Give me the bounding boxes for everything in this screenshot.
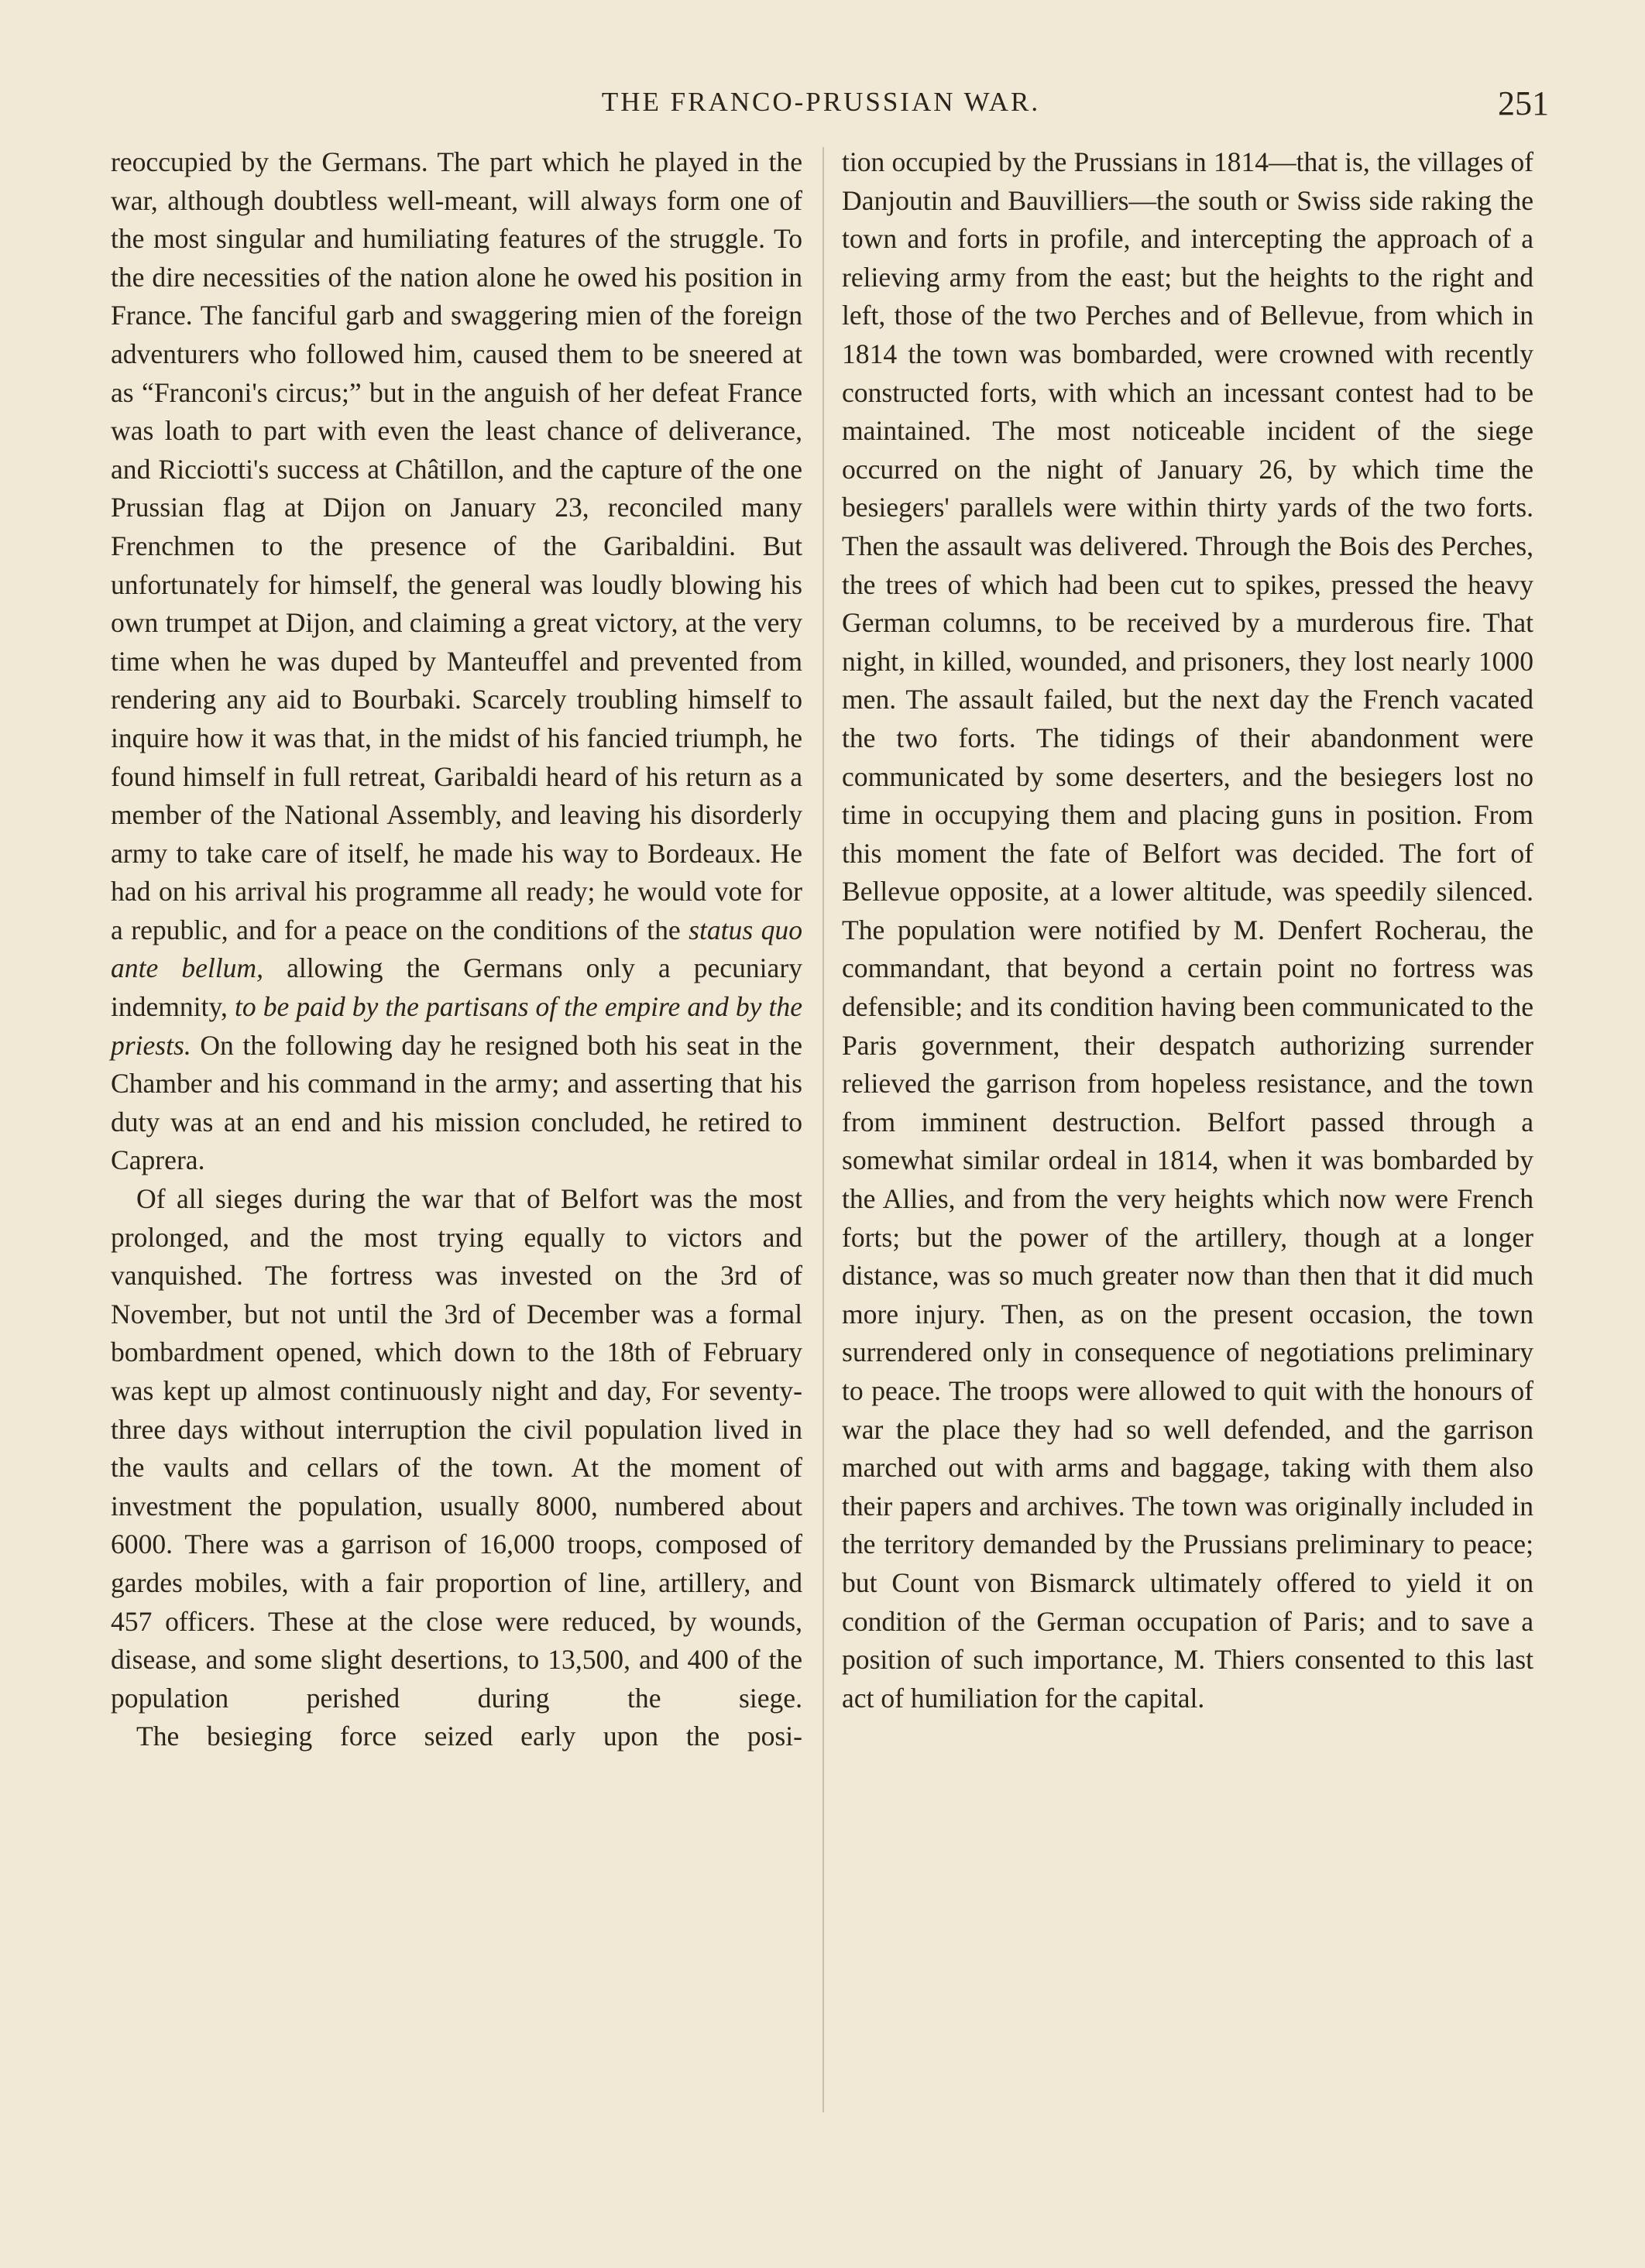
right-column: [842, 143, 1533, 1717]
paragraph-belfort-siege: Of all sieges during the war that of Belfort was the most prolonged, and the most trying equally to victors and vanquished. The fortress was invested on the 3rd of November, but not until the 3rd of December was a formal bombardment opened, which down to the 18th of February was kept up almost continuously night and day, For seventy-three days without interruption the civil population lived in the vaults and cellars of the town. At the moment of investment the population, usually 8000, numbered about 6000. There was a garrison of 16,000 troops, composed of gardes mobiles, with a fair proportion of line, artillery, and 457 officers. These at the close were reduced, by wounds, disease, and some slight desertions, to 13,500, and 400 of the population perished during the siege.: [111, 1183, 802, 1714]
paragraph-besieging-force: The besieging force seized early upon the posi-: [136, 1721, 802, 1752]
italic-phrase: status quo ante bellum,: [111, 914, 802, 984]
left-column: [111, 143, 802, 1756]
paragraph-text: allowing the Germans only a pecuniary indemnity,: [111, 952, 802, 1023]
column-divider: [822, 147, 824, 2112]
running-head: [93, 84, 1549, 130]
italic-phrase: to be paid by the partisans of the empire and by the priests.: [111, 991, 802, 1061]
paragraph-text: reoccupied by the Germans. The part which he played in the war, although doubtless well-meant, will always form one of the most singular and humiliating features of the struggle. To the dire necessities of the nation alone he owed his position in France. The fanciful garb and swaggering mien of the foreign adventurers who followed him, caused them to be sneered at as “Franconi's circus;” but in the anguish of her defeat France was loath to part with even the least chance of deliverance, and Ricciotti's success at Châtillon, and the capture of the one Prussian flag at Dijon on January 23, reconciled many Frenchmen to the presence of the Garibaldini. But unfortunately for himself, the general was loudly blowing his own trumpet at Dijon, and claiming a great victory, at the very time when he was duped by Manteuffel and prevented from rendering any aid to Bourbaki. Scarcely troubling himself to inquire how it was that, in the midst of his fancied triumph, he found himself in full retreat, Garibaldi heard of his return as a member of the National Assembly, and leaving his disorderly army to take care of itself, he made his way to Bordeaux. He had on his arrival his programme all ready; he would vote for a republic, and for a peace on the conditions of the: [111, 146, 802, 945]
paragraph-text: On the following day he resigned both his seat in the Chamber and his command in the army; and asserting that his duty was at an end and his mission concluded, he retired to Caprera.: [111, 1029, 802, 1176]
paragraph-garibaldi: [111, 143, 802, 1180]
running-title: THE FRANCO-PRUSSIAN WAR.: [601, 87, 1041, 117]
page-number: 251: [1498, 84, 1549, 122]
paragraph-belfort-continued: tion occupied by the Prussians in 1814—that is, the villages of Danjoutin and Bauvilliers—the south or Swiss side raking the town and forts in profile, and intercepting the approach of a relieving army from the east; but the heights to the right and left, those of the two Perches and of Bellevue, from which in 1814 the town was bombarded, were crowned with recently constructed forts, with which an incessant contest had to be maintained. The most noticeable incident of the siege occurred on the night of January 26, by which time the besiegers' parallels were within thirty yards of the two forts. Then the assault was delivered. Through the Bois des Perches, the trees of which had been cut to spikes, pressed the heavy German columns, to be received by a murderous fire. That night, in killed, wounded, and prisoners, they lost nearly 1000 men. The assault failed, but the next day the French vacated the two forts. The tidings of their abandonment were communicated by some deserters, and the besiegers lost no time in occupying them and placing guns in position. From this moment the fate of Belfort was decided. The fort of Bellevue opposite, at a lower altitude, was speedily silenced. The population were notified by M. Denfert Rocherau, the commandant, that beyond a certain point no fortress was defensible; and its condition having been communicated to the Paris government, their despatch authorizing surrender relieved the garrison from hopeless resistance, and the town from imminent destruction. Belfort passed through a somewhat similar ordeal in 1814, when it was bombarded by the Allies, and from the very heights which now were French forts; but the power of the artillery, though at a longer distance, was so much greater now than then that it did much more injury. Then, as on the present occasion, the town surrendered only in consequence of negotiations preliminary to peace. The troops were allowed to quit with the honours of war the place they had so well defended, and the garrison marched out with arms and baggage, taking with them also their papers and archives. The town was originally included in the territory demanded by the Prussians preliminary to peace; but Count von Bismarck ultimately offered to yield it on condition of the German occupation of Paris; and to save a position of such importance, M. Thiers consented to this last act of humiliation for the capital.: [842, 146, 1533, 1714]
